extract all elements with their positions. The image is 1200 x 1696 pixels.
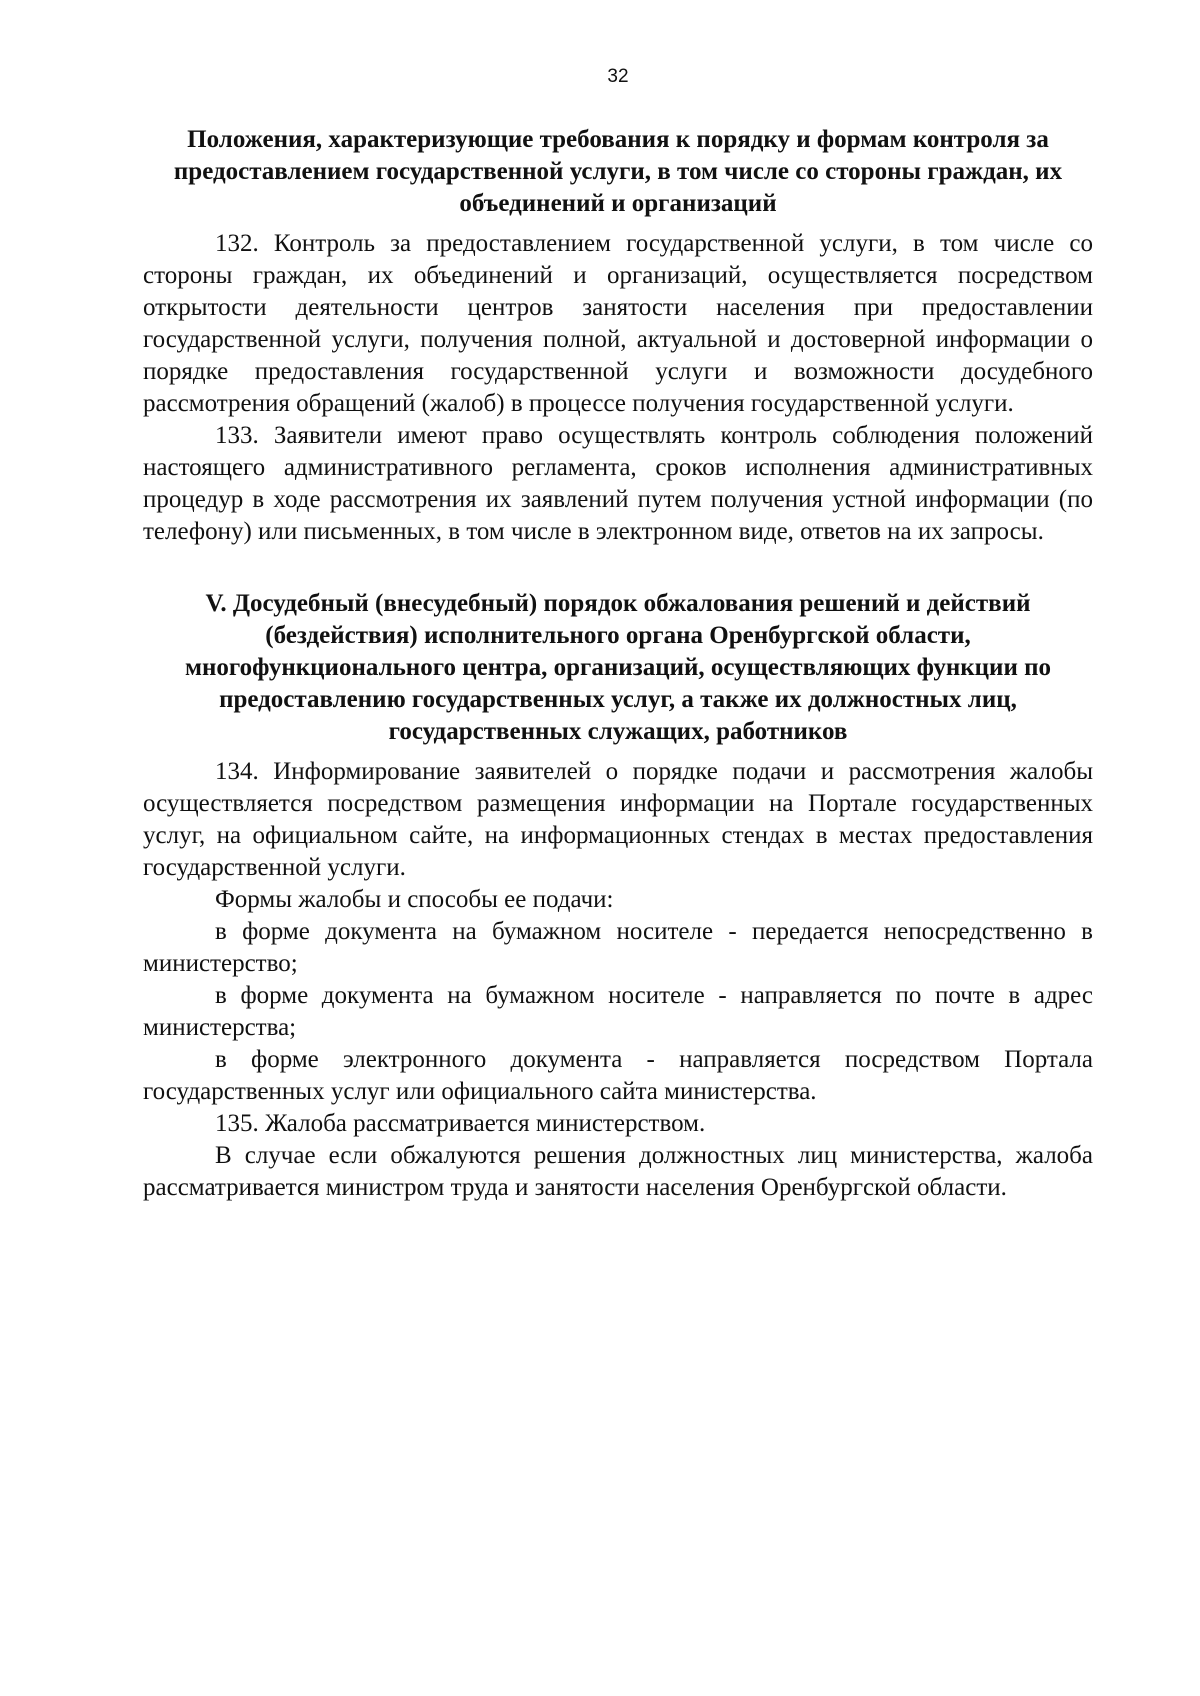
paragraph-minister-review: В случае если обжалуются решения должностных лиц министерства, жалоба рассматривается министром труда и занятости населения Оренбургской области. [143, 1142, 1093, 1201]
paragraph-form-electronic: в форме электронного документа - направляется посредством Портала государственных услуг или официального сайта министерства. [143, 1046, 1093, 1105]
page-number: 32 [607, 66, 629, 87]
paragraph-form-paper-direct: в форме документа на бумажном носителе - передается непосредственно в министерство; [143, 918, 1093, 977]
document-body [143, 124, 1093, 1204]
paragraph-form-paper-mail: в форме документа на бумажном носителе - направляется по почте в адрес министерства; [143, 982, 1093, 1041]
paragraph-133: 133. Заявители имеют право осуществлять контроль соблюдения положений настоящего административного регламента, сроков исполнения административных процедур в ходе рассмотрения их заявлений путем получения устной информации (по телефону) или письменных, в том числе в электронном виде, ответов на их запросы. [143, 422, 1093, 545]
paragraph-complaint-forms: Формы жалобы и способы ее подачи: [215, 886, 614, 913]
section-heading-appeal: V. Досудебный (внесудебный) порядок обжалования решений и действий (бездействия) исполнительного органа Оренбургской области, многофункционального центра, организаций, осуществляющих функции по предоставлению государственных услуг, а также их должностных лиц, государственных служащих, работников [184, 590, 1051, 745]
paragraph-135: 135. Жалоба рассматривается министерством. [215, 1110, 706, 1137]
paragraph-132: 132. Контроль за предоставлением государственной услуги, в том числе со стороны граждан, их объединений и организаций, осуществляется посредством открытости деятельности центров занятости населения при предоставлении государственной услуги, получения полной, актуальной и достоверной информации о порядке предоставления государственной услуги и возможности досудебного рассмотрения обращений (жалоб) в процессе получения государственной услуги. [143, 230, 1093, 417]
section-heading-control: Положения, характеризующие требования к порядку и формам контроля за предоставлением государственной услуги, в том числе со стороны граждан, их объединений и организаций [173, 126, 1063, 217]
paragraph-134: 134. Информирование заявителей о порядке подачи и рассмотрения жалобы осуществляется посредством размещения информации на Портале государственных услуг, на официальном сайте, на информационных стендах в местах предоставления государственной услуги. [143, 758, 1093, 881]
